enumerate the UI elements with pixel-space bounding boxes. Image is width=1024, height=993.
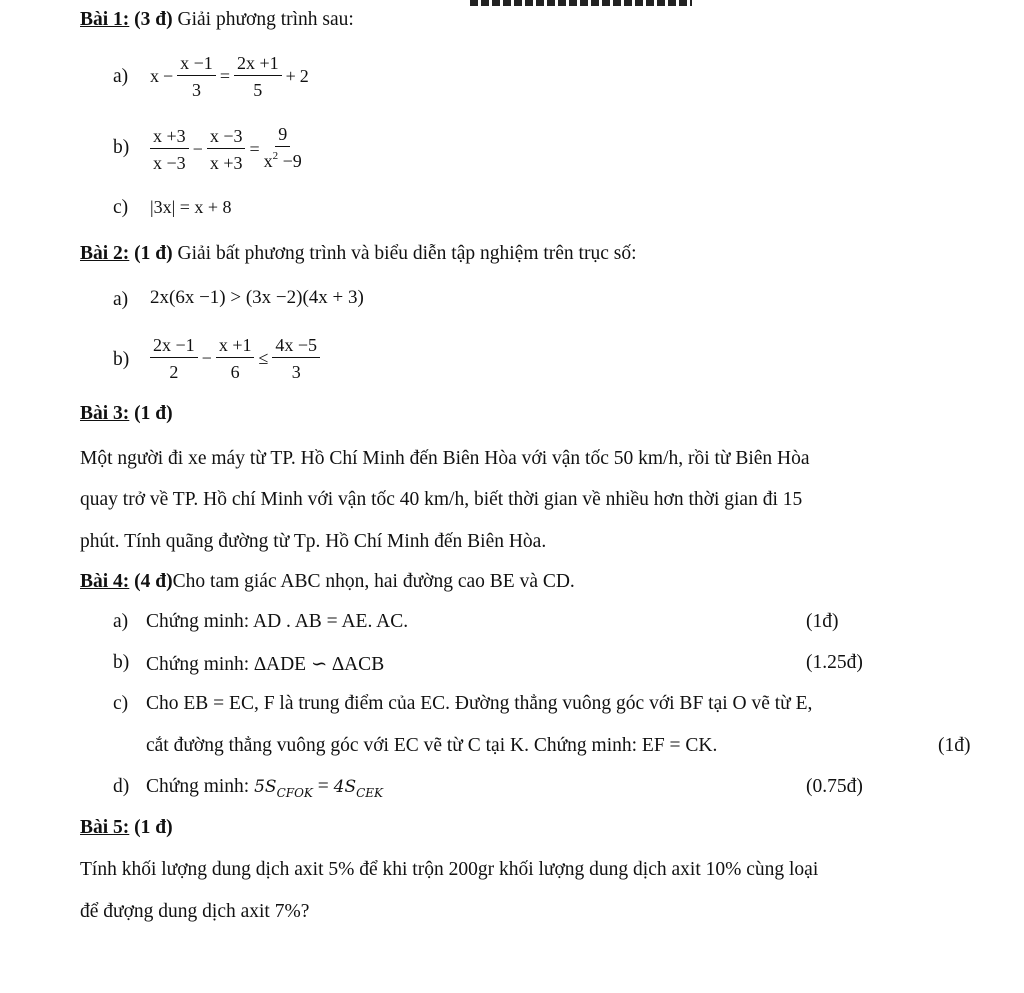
numerator: x −3: [207, 126, 246, 149]
bai1-a-label: a): [113, 66, 129, 87]
op-equals: =: [249, 138, 260, 159]
bai2-instruction: Giải bất phương trình và biểu diễn tập nghiệm trên trục số:: [177, 243, 637, 264]
numerator: 9: [275, 124, 290, 147]
bai4-b-text: Chứng minh: ∆ADE ∽ ∆ACB: [146, 654, 385, 675]
area-term-1: 5S: [254, 777, 277, 797]
op-equals: =: [317, 776, 329, 797]
denominator: 5: [253, 80, 263, 100]
bai1-a-equation: [148, 53, 311, 100]
bai1-title: Bài 1:: [80, 9, 130, 30]
d-prefix: Chứng minh:: [146, 776, 250, 797]
bai1-b-equation: [148, 124, 304, 174]
bai4-b-score: (1.25đ): [806, 652, 863, 673]
fraction: [207, 126, 246, 173]
var-x: x: [150, 66, 159, 86]
op-leq: ≤: [258, 348, 269, 368]
bai4-c-score: (1đ): [938, 735, 971, 756]
bai4-a-label: a): [113, 611, 129, 632]
bai1-c-label: c): [113, 197, 129, 218]
op-minus: −: [163, 66, 174, 86]
bai5-title: Bài 5:: [80, 817, 130, 838]
var-x: x: [263, 151, 273, 171]
op-minus: −: [192, 138, 203, 159]
bai4-points: (4 đ): [134, 571, 173, 592]
bai2-b-inequality: [148, 335, 322, 382]
cropped-header-text: [470, 0, 692, 6]
bai3-line-1: Một người đi xe máy từ TP. Hồ Chí Minh đến Biên Hòa với vận tốc 50 km/h, rồi từ Biên Hòa: [80, 448, 810, 469]
bai3-line-2: quay trở về TP. Hồ chí Minh với vận tốc 40 km/h, biết thời gian về nhiều hơn thời gian đi 15: [80, 489, 803, 510]
fraction: [177, 53, 216, 100]
op-plus: +: [285, 66, 296, 86]
numerator: x +3: [150, 126, 189, 149]
bai5-line-2: để đượng dung dịch axit 7%?: [80, 901, 310, 922]
numerator: x +1: [216, 335, 255, 358]
bai3-points: (1 đ): [134, 403, 173, 424]
bai5-line-1: Tính khối lượng dung dịch axit 5% để khi trộn 200gr khối lượng dung dịch axit 10% cùng loại: [80, 859, 819, 880]
bai4-title: Bài 4:: [80, 571, 130, 592]
denominator: 3: [291, 362, 301, 382]
area-subscript-2: CEK: [356, 786, 383, 800]
denominator: [264, 147, 302, 174]
numerator: 2x +1: [234, 53, 282, 76]
bai2-heading: [80, 243, 637, 265]
bai4-heading: [80, 571, 575, 593]
numerator: 4x −5: [272, 335, 320, 358]
bai4-intro: Cho tam giác ABC nhọn, hai đường cao BE và CD.: [172, 571, 575, 592]
op-equals: =: [219, 66, 230, 86]
denominator: x +3: [209, 152, 243, 173]
bai2-title: Bài 2:: [80, 243, 130, 264]
fraction: [264, 124, 302, 174]
bai4-d-text: [146, 776, 383, 798]
exponent: 2: [272, 150, 279, 162]
bai1-heading: [80, 9, 354, 31]
bai5-heading: [80, 817, 173, 839]
bai2-points: (1 đ): [134, 243, 173, 264]
denominator: 2: [169, 362, 179, 382]
bai4-c-label: c): [113, 693, 129, 714]
bai3-line-3: phút. Tính quãng đường từ Tp. Hồ Chí Minh đến Biên Hòa.: [80, 531, 547, 552]
bai4-c-text-1: Cho EB = EC, F là trung điểm của EC. Đường thẳng vuông góc với BF tại O vẽ từ E,: [146, 693, 813, 714]
denominator: 6: [230, 362, 240, 382]
bai3-heading: [80, 403, 173, 425]
bai4-a-score: (1đ): [806, 611, 839, 632]
bai2-a-inequality: 2x(6x −1) > (3x −2)(4x + 3): [150, 287, 364, 308]
bai4-d-score: (0.75đ): [806, 776, 863, 797]
area-subscript-1: CFOK: [276, 786, 313, 800]
bai4-c-text-2: cắt đường thẳng vuông góc với EC vẽ từ C tại K. Chứng minh: EF = CK.: [146, 735, 718, 756]
op-minus: −: [201, 348, 212, 368]
bai4-b-label: b): [113, 652, 130, 673]
denominator: 3: [191, 80, 201, 100]
fraction: [272, 335, 320, 382]
bai1-points: (3 đ): [134, 9, 173, 30]
constant: −9: [282, 151, 302, 171]
bai5-points: (1 đ): [134, 817, 173, 838]
fraction: [234, 53, 282, 100]
bai2-b-label: b): [113, 349, 130, 370]
denominator: x −3: [153, 152, 186, 173]
bai1-instruction: Giải phương trình sau:: [177, 9, 354, 30]
bai1-b-label: b): [113, 137, 130, 158]
constant: 2: [299, 66, 309, 86]
area-term-2: 4S: [333, 777, 357, 797]
bai4-a-text: Chứng minh: AD . AB = AE. AC.: [146, 611, 409, 632]
numerator: x −1: [177, 53, 216, 76]
numerator: 2x −1: [150, 335, 198, 358]
fraction: [150, 126, 189, 173]
fraction: [150, 335, 198, 382]
bai2-a-label: a): [113, 289, 129, 310]
bai1-c-equation: |3x| = x + 8: [150, 197, 232, 217]
bai4-d-label: d): [113, 776, 130, 797]
fraction: [216, 335, 255, 382]
bai3-title: Bài 3:: [80, 403, 130, 424]
